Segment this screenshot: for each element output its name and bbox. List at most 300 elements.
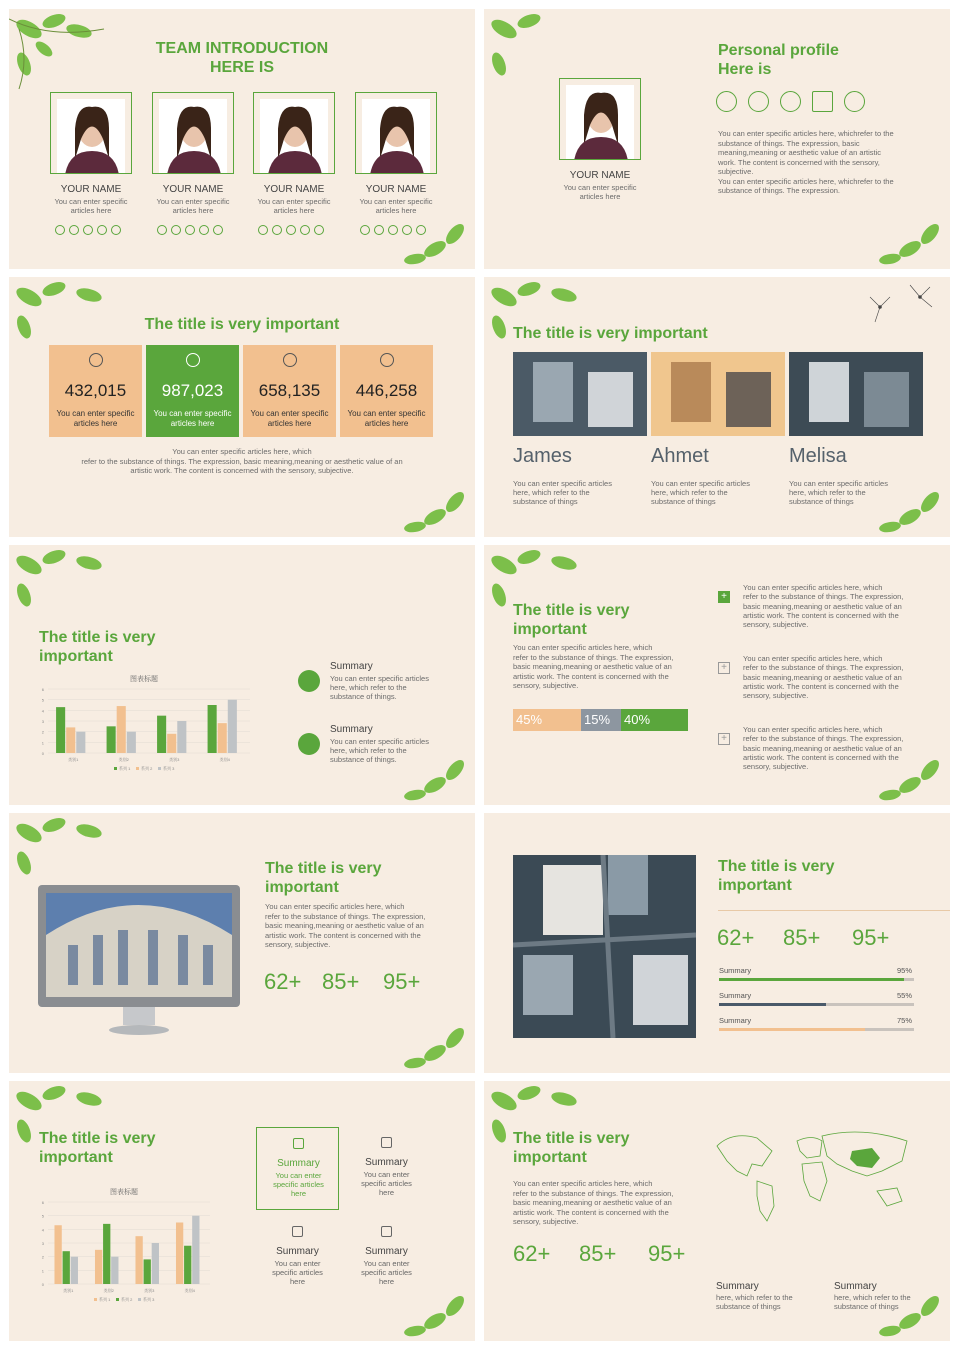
item-text: sensory, subjective. (743, 762, 809, 772)
expand-toggle[interactable]: + (718, 662, 730, 674)
title-line: important (513, 621, 587, 638)
summary-desc: specific articles (361, 1268, 412, 1277)
item-text: You can enter specific articles here, which (743, 654, 883, 663)
slide-stats-cards (9, 277, 475, 537)
item-text: artistic work. The content is concerned with the (743, 752, 899, 762)
slide-title (39, 1129, 156, 1167)
slide-title: The title is very important (513, 325, 708, 342)
person-desc: here, which refer to the (651, 488, 728, 497)
member-photo (355, 92, 437, 174)
summary-item[interactable] (256, 1216, 339, 1299)
title-line: TEAM INTRODUCTION (155, 40, 329, 57)
stat-card[interactable] (49, 345, 142, 437)
briefcase-icon[interactable] (298, 670, 320, 692)
y-tick-label: 1 (41, 740, 44, 746)
chat-icon[interactable] (69, 225, 79, 235)
progress-fill (719, 978, 904, 981)
slide-title (513, 1129, 630, 1167)
expand-toggle[interactable]: + (718, 591, 730, 603)
chrome-icon[interactable] (844, 91, 865, 112)
sliders-icon[interactable] (97, 225, 107, 235)
progress-percent: 55% (896, 991, 912, 1000)
legend-swatch (114, 767, 117, 770)
chart-bar (127, 732, 136, 753)
slide-chart-summary (9, 1081, 475, 1341)
title-line: The title is very (513, 1130, 630, 1147)
slide-title (265, 859, 382, 897)
text-line: artistic work. The content is concerned with the sensory, subjective. (130, 466, 354, 475)
stat-desc: articles here (73, 419, 118, 428)
summary-label: Summary (276, 1246, 319, 1257)
chart-bar (176, 1223, 183, 1285)
chart-bar (71, 1257, 78, 1284)
title-line: important (265, 879, 339, 896)
stat-desc: You can enter specific (56, 409, 135, 418)
user-icon[interactable] (83, 225, 93, 235)
text-line: You can enter specific articles here, whichrefer to the (718, 176, 894, 186)
person-name: Melisa (789, 445, 847, 467)
gamepad-icon (186, 353, 200, 367)
summary-desc: substance of things (716, 1302, 781, 1311)
chart-bar (167, 734, 176, 753)
percent-segment: 15% (581, 709, 621, 731)
chat-icon[interactable] (272, 225, 282, 235)
world-map (712, 1126, 917, 1226)
item-text: sensory, subjective. (743, 691, 809, 701)
percent-segment: 40% (621, 709, 688, 731)
chart-bar (144, 1259, 151, 1284)
progress-track (719, 1003, 914, 1006)
person-desc: here, which refer to the (789, 488, 866, 497)
slide-text (265, 902, 455, 950)
chrome-icon[interactable] (314, 225, 324, 235)
chat-icon (283, 353, 297, 367)
text-line: basic meaning,meaning or aesthetic value of an (513, 662, 672, 671)
chart-bar (103, 1224, 110, 1284)
chrome-icon[interactable] (111, 225, 121, 235)
summary-desc: You can enter (363, 1170, 410, 1179)
stat-value: 432,015 (64, 381, 127, 400)
chart-bar (218, 723, 227, 753)
progress-percent: 95% (896, 966, 912, 975)
summary-desc: You can enter specific articles (330, 737, 429, 746)
title-line: Here is (718, 61, 772, 78)
progress-fill (719, 1028, 865, 1031)
summary-item[interactable] (345, 1127, 428, 1210)
text-line: You can enter specific articles here, which (513, 1179, 653, 1188)
x-tick-label: 类别4 (184, 1288, 195, 1293)
text-line: artistic work. The content is concerned with the (513, 1207, 669, 1217)
text-line: You can enter specific articles here, which (513, 643, 653, 652)
item-text: You can enter specific articles here, which (743, 725, 883, 734)
member-icons (258, 225, 324, 235)
text-line: substance of things. The expression. (718, 186, 841, 195)
member-name: YOUR NAME (569, 170, 631, 181)
bar-chart (34, 673, 254, 773)
member-desc: You can enter specific (257, 197, 331, 206)
stat-desc: articles here (364, 419, 409, 428)
chat-icon[interactable] (171, 225, 181, 235)
sliders-icon[interactable] (300, 225, 310, 235)
summary-desc: here, which refer to the (834, 1293, 911, 1302)
legend-swatch (116, 1298, 119, 1301)
y-tick-label: 5 (41, 1213, 44, 1219)
stat-desc: articles here (170, 419, 215, 428)
stat-desc: articles here (267, 419, 312, 428)
title-line: The title is very (718, 858, 835, 875)
summary-label: Summary (277, 1158, 320, 1169)
stat-card[interactable] (340, 345, 433, 437)
chart-bar (184, 1246, 191, 1284)
city-photo (513, 352, 647, 436)
member-icons (360, 225, 426, 235)
y-tick-label: 3 (41, 719, 44, 724)
member-desc: You can enter specific (156, 197, 230, 206)
stat-desc: You can enter specific (250, 409, 329, 418)
progress-label: Summary (719, 991, 752, 1000)
summary-item[interactable] (345, 1216, 428, 1299)
sliders-icon[interactable] (402, 225, 412, 235)
summary-label: Summary (716, 1281, 759, 1292)
slide-percentages (484, 545, 950, 805)
chart-title: 图表标题 (130, 676, 158, 683)
item-text: basic meaning,meaning or aesthetic value of an (743, 743, 902, 753)
stat-desc: You can enter specific (347, 409, 426, 418)
progress-fill (719, 1003, 826, 1006)
slide-bar-chart (9, 545, 475, 805)
member-photo (253, 92, 335, 174)
chart-bar (192, 1216, 199, 1284)
slide-personal-profile (484, 9, 950, 269)
sliders-icon (381, 1137, 392, 1148)
stat-value: 446,258 (355, 381, 418, 400)
title-line: The title is very (513, 602, 630, 619)
legend-swatch (158, 767, 161, 770)
legend-swatch (136, 767, 139, 770)
person-name: Ahmet (651, 445, 709, 467)
text-line: meaning,meaning or aesthetic value of an artistic (718, 148, 882, 157)
chart-bar (95, 1250, 102, 1284)
users-icon (380, 353, 394, 367)
x-tick-label: 类别3 (144, 1288, 155, 1293)
summary-desc: substance of things. (330, 755, 397, 764)
text-line: subjective. (718, 167, 754, 176)
bell-icon (293, 1138, 304, 1149)
y-tick-label: 4 (41, 708, 44, 714)
percent-bar (513, 709, 688, 731)
title-line: The title is very (39, 629, 156, 646)
microphone-icon (89, 353, 103, 367)
chart-bar (63, 1251, 70, 1284)
text-line: substance of things. The expression, basic (718, 138, 860, 148)
chat-icon[interactable] (374, 225, 384, 235)
leaf-decoration (484, 277, 594, 357)
slide-people-photos (484, 277, 950, 537)
sliders-icon[interactable] (812, 91, 833, 112)
stat-number: 62+ (264, 969, 302, 994)
text-line: You can enter specific articles here, whichrefer to the (718, 129, 894, 138)
chart-bar (111, 1257, 118, 1284)
member-desc: articles here (375, 206, 417, 215)
chrome-icon[interactable] (213, 225, 223, 235)
summary-desc: here (289, 1277, 305, 1286)
leaf-decoration (395, 1018, 475, 1073)
stat-number: 62+ (717, 925, 755, 950)
city-aerial-image (513, 855, 696, 1038)
leaf-decoration (870, 214, 950, 269)
slide-title: The title is very important (144, 316, 340, 333)
text-line: You can enter specific articles here, which (172, 447, 312, 456)
text-line: refer to the substance of things. The expression, (513, 652, 674, 662)
member-desc: articles here (273, 206, 315, 215)
x-tick-label: 类别2 (118, 757, 129, 762)
chat-icon[interactable] (748, 91, 769, 112)
person-name: James (513, 445, 572, 467)
member-desc: articles here (172, 206, 214, 215)
chart-title: 图表标题 (110, 1189, 138, 1196)
chart-bar (228, 700, 237, 753)
person-desc: substance of things (789, 497, 854, 506)
printer-icon (381, 1226, 392, 1237)
slide-team-introduction (9, 9, 475, 269)
stat-card[interactable] (146, 345, 239, 437)
china-highlight (850, 1148, 880, 1168)
slide-title (718, 41, 839, 79)
user-icon[interactable] (185, 225, 195, 235)
leaf-decoration (395, 214, 475, 269)
member-desc: articles here (579, 192, 621, 201)
chart-bar (208, 705, 217, 753)
slide-progress (484, 813, 950, 1073)
text-line: sensory, subjective. (513, 1217, 579, 1226)
chart-bar (56, 707, 65, 753)
profile-icons (716, 91, 865, 112)
leaf-decoration (870, 482, 950, 537)
member-photo (50, 92, 132, 174)
x-tick-label: 类别1 (68, 757, 79, 762)
x-tick-label: 类别1 (63, 1288, 74, 1293)
summary-desc: You can enter (275, 1171, 322, 1180)
slide-monitor (9, 813, 475, 1073)
legend-label: 系列 2 (141, 766, 153, 771)
legend-label: 系列 3 (143, 1297, 155, 1302)
legend-swatch (138, 1298, 141, 1301)
chart-bar (152, 1243, 159, 1284)
profile-text (718, 129, 928, 196)
divider (718, 910, 950, 911)
title-line: important (513, 1149, 587, 1166)
chart-bar (54, 1225, 61, 1284)
summary-desc: here, which refer to the (330, 746, 407, 755)
summary-desc: specific articles (361, 1179, 412, 1188)
member-name: YOUR NAME (263, 184, 325, 195)
stat-card[interactable] (243, 345, 336, 437)
text-line: artistic work. The content is concerned with the (513, 671, 669, 681)
y-tick-label: 0 (41, 751, 44, 756)
title-line: HERE IS (209, 59, 274, 76)
y-tick-label: 0 (41, 1282, 44, 1287)
member-desc: articles here (70, 206, 112, 215)
item-text: You can enter specific articles here, which (743, 583, 883, 592)
stat-number: 95+ (852, 925, 890, 950)
legend-label: 系列 3 (163, 766, 175, 771)
title-line: important (718, 877, 792, 894)
stat-desc: You can enter specific (153, 409, 232, 418)
item-text: refer to the substance of things. The expression, (743, 592, 904, 602)
person-desc: substance of things (513, 497, 578, 506)
summary-desc: specific articles (273, 1180, 324, 1189)
summary-label: Summary (834, 1281, 877, 1292)
percent-segment: 45% (513, 709, 581, 731)
legend-label: 系列 2 (121, 1297, 133, 1302)
item-text: sensory, subjective. (743, 620, 809, 630)
slide-text (39, 447, 445, 476)
y-tick-label: 3 (41, 1241, 44, 1246)
progress-label: Summary (719, 1016, 752, 1025)
slide-title (718, 857, 835, 895)
palette-icon[interactable] (55, 225, 65, 235)
summary-item[interactable] (256, 1127, 339, 1210)
x-tick-label: 类别3 (169, 757, 180, 762)
slide-title (39, 628, 156, 666)
person-desc: You can enter specific articles (789, 479, 888, 488)
item-text: basic meaning,meaning or aesthetic value of an (743, 601, 902, 611)
member-icons (55, 225, 121, 235)
text-line: refer to the substance of things. The expression, (513, 1188, 674, 1198)
member-icons (157, 225, 223, 235)
sliders-icon[interactable] (199, 225, 209, 235)
item-text: refer to the substance of things. The expression, (743, 734, 904, 744)
y-tick-label: 6 (41, 1200, 44, 1205)
member-name: YOUR NAME (60, 184, 122, 195)
summary-desc: specific articles (272, 1268, 323, 1277)
monitor-image (38, 885, 240, 1037)
progress-label: Summary (719, 966, 752, 975)
bar-chart (34, 1186, 214, 1304)
title-line: Personal profile (718, 42, 839, 59)
y-tick-label: 2 (41, 729, 44, 735)
stat-value: 658,135 (258, 381, 321, 400)
progress-percent: 75% (896, 1016, 912, 1025)
summary-desc: here (290, 1189, 306, 1198)
text-line: basic meaning,meaning or aesthetic value of an (265, 921, 424, 930)
y-tick-label: 4 (41, 1227, 44, 1233)
text-line: sensory, subjective. (513, 681, 579, 690)
member-desc: You can enter specific (54, 197, 128, 206)
legend-swatch (94, 1298, 97, 1301)
chart-bar (157, 716, 166, 753)
leaf-decoration (395, 482, 475, 537)
text-line: work. The content is concerned with the sensory, (718, 157, 880, 167)
summary-desc: You can enter (274, 1259, 321, 1268)
summary-desc: here, which refer to the (716, 1293, 793, 1302)
stat-number: 85+ (783, 925, 821, 950)
slide-title (513, 601, 630, 639)
title-line: important (39, 1149, 113, 1166)
stat-number: 85+ (322, 969, 360, 994)
legend-label: 系列 1 (99, 1297, 111, 1302)
member-name: YOUR NAME (365, 184, 427, 195)
stat-number: 85+ (579, 1241, 617, 1266)
stat-number: 62+ (513, 1241, 551, 1266)
member-desc: You can enter specific (359, 197, 433, 206)
summary-label: Summary (330, 661, 373, 672)
expand-toggle[interactable]: + (718, 733, 730, 745)
user-icon[interactable] (286, 225, 296, 235)
printer-icon[interactable] (298, 733, 320, 755)
palette-icon[interactable] (716, 91, 737, 112)
chart-bar (76, 732, 85, 753)
slide-text (513, 1179, 703, 1227)
item-text: artistic work. The content is concerned with the (743, 681, 899, 691)
text-line: You can enter specific articles here, which (265, 902, 405, 911)
slide-text (513, 643, 703, 691)
summary-label: Summary (330, 724, 373, 735)
text-line: artistic work. The content is concerned with the (265, 930, 421, 940)
slide-title (9, 39, 475, 77)
title-line: The title is very (265, 860, 382, 877)
item-text: refer to the substance of things. The expression, (743, 663, 904, 673)
palette-icon[interactable] (360, 225, 370, 235)
progress-track (719, 1028, 914, 1031)
title-line: important (39, 648, 113, 665)
summary-label: Summary (365, 1157, 408, 1168)
summary-desc: substance of things (834, 1302, 899, 1311)
chart-bar (135, 1236, 142, 1284)
chrome-icon[interactable] (416, 225, 426, 235)
text-line: refer to the substance of things. The expression, (265, 911, 426, 921)
slide-world-map (484, 1081, 950, 1341)
member-desc: You can enter specific (563, 183, 637, 192)
summary-desc: here, which refer to the (330, 683, 407, 692)
text-line: refer to the substance of things. The expression, basic meaning,meaning or aesthetic value of an (81, 456, 403, 466)
summary-desc: substance of things. (330, 692, 397, 701)
palette-icon[interactable] (157, 225, 167, 235)
profile-photo (559, 78, 641, 160)
text-line: sensory, subjective. (265, 940, 331, 949)
text-line: basic meaning,meaning or aesthetic value of an (513, 1198, 672, 1207)
leaf-decoration (9, 545, 119, 625)
person-desc: substance of things (651, 497, 716, 506)
progress-track (719, 978, 914, 981)
y-tick-label: 2 (41, 1254, 44, 1260)
leaf-decoration (395, 750, 475, 805)
city-photo (789, 352, 923, 436)
dandelion-decoration (860, 277, 950, 337)
person-desc: here, which refer to the (513, 488, 590, 497)
palette-icon[interactable] (258, 225, 268, 235)
chart-bar (66, 727, 75, 753)
item-text: basic meaning,meaning or aesthetic value of an (743, 672, 902, 682)
y-tick-label: 1 (41, 1268, 44, 1274)
legend-label: 系列 1 (119, 766, 131, 771)
summary-desc: You can enter (363, 1259, 410, 1268)
city-photo (651, 352, 785, 436)
member-name: YOUR NAME (162, 184, 224, 195)
chart-bar (177, 721, 186, 753)
summary-desc: You can enter specific articles (330, 674, 429, 683)
title-line: The title is very (39, 1130, 156, 1147)
y-tick-label: 6 (41, 687, 44, 692)
person-desc: You can enter specific articles (513, 479, 612, 488)
summary-desc: here (378, 1277, 394, 1286)
x-tick-label: 类别4 (219, 757, 230, 762)
summary-desc: here (378, 1188, 394, 1197)
user-icon[interactable] (388, 225, 398, 235)
stat-number: 95+ (648, 1241, 686, 1266)
person-desc: You can enter specific articles (651, 479, 750, 488)
user-icon[interactable] (780, 91, 801, 112)
